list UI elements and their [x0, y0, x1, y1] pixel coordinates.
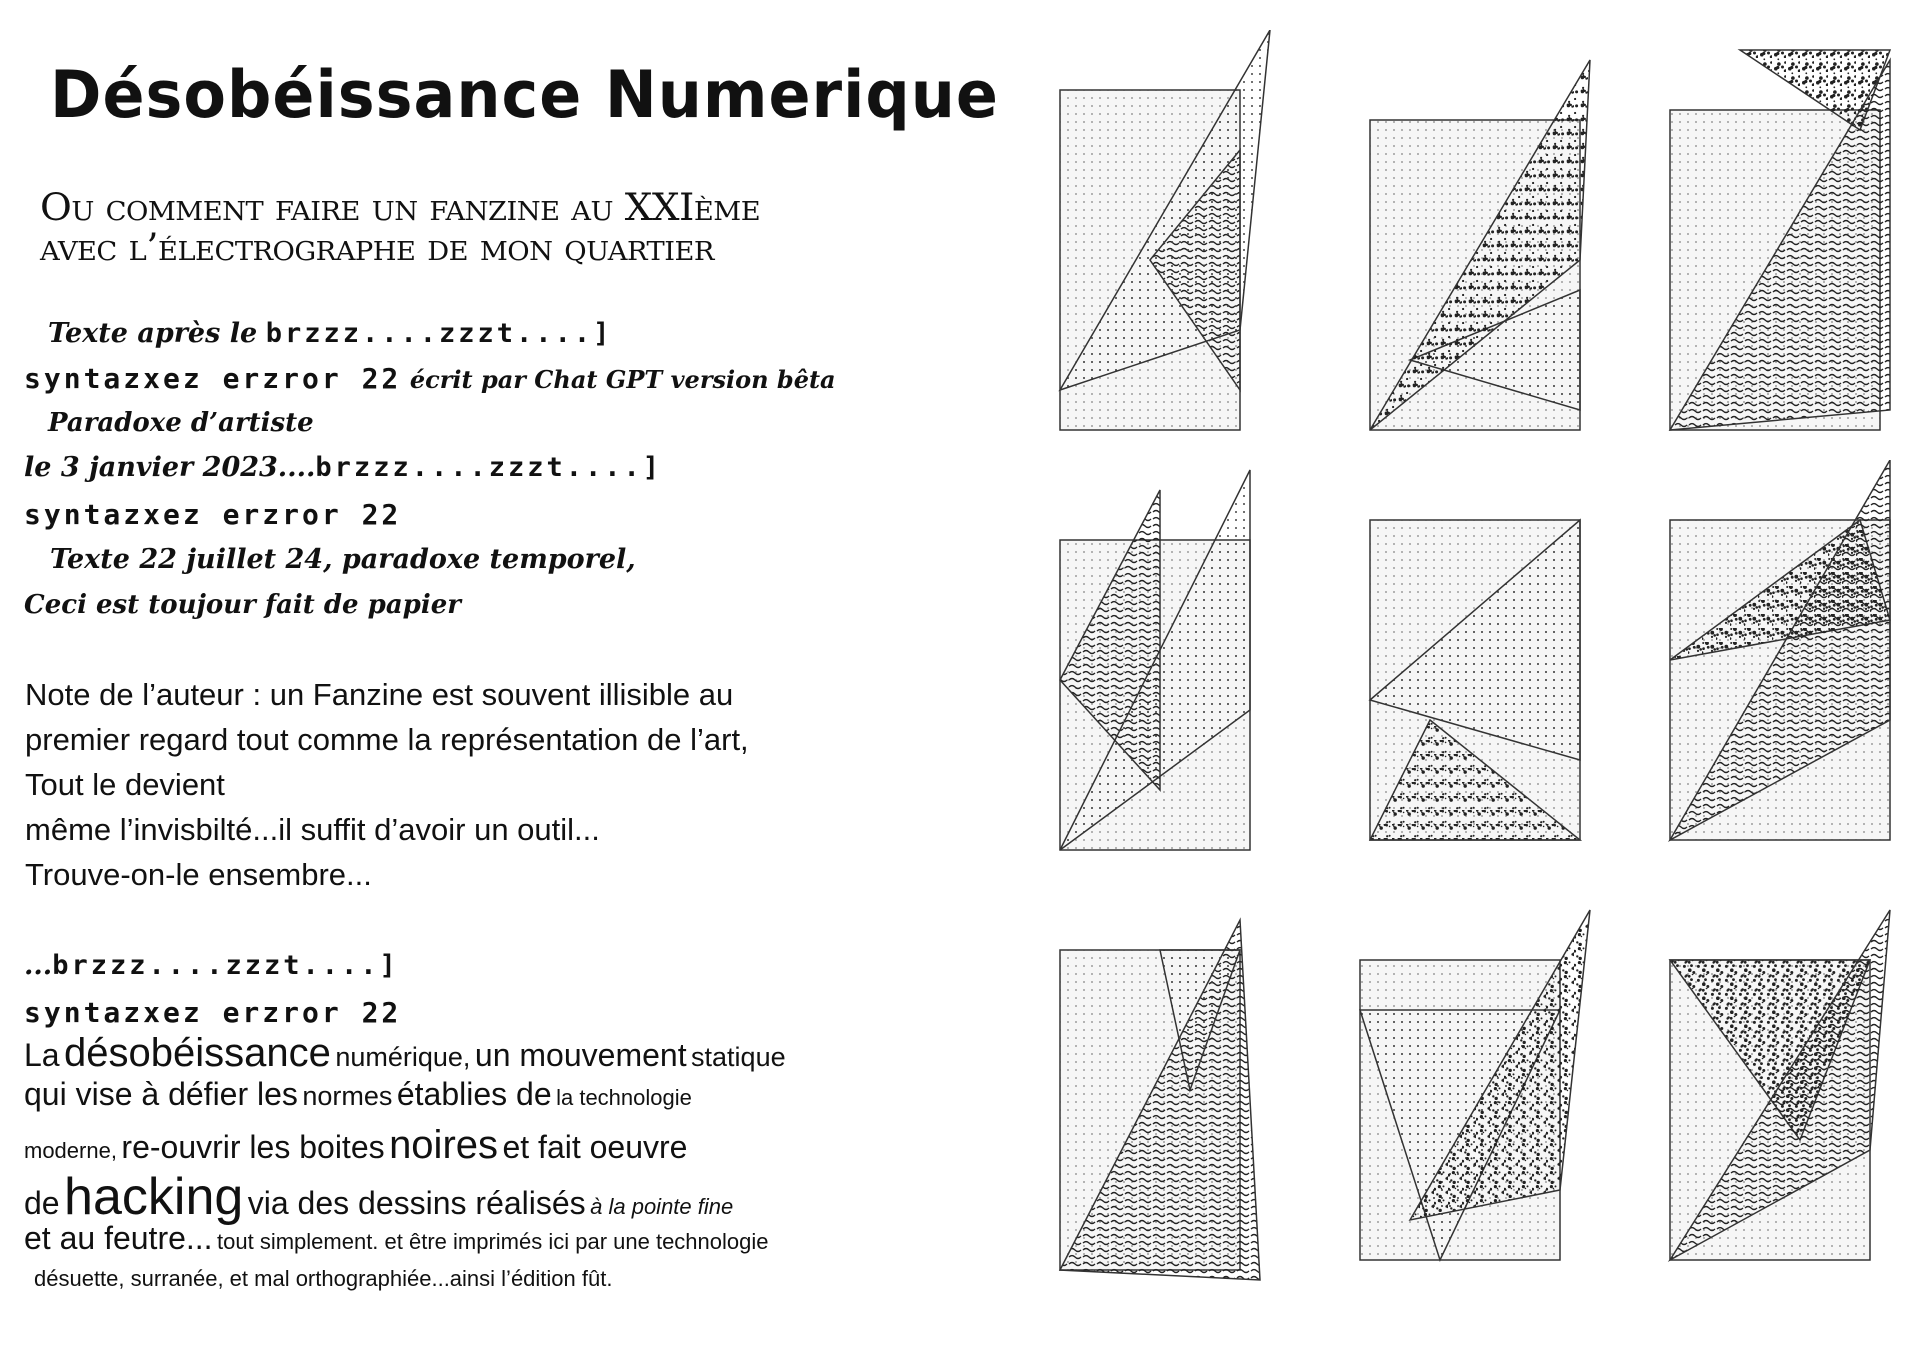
word: re-ouvrir les boites: [121, 1129, 385, 1165]
artwork-4: [1040, 460, 1290, 880]
para-row-2: [24, 1076, 984, 1122]
log-mono: syntazxez erzror 22: [24, 362, 402, 395]
manifesto-paragraph: [24, 1030, 984, 1312]
note-line: Tout le devient: [25, 767, 225, 802]
subtitle-line-1: Ou comment faire un fanzine au XXIème: [40, 186, 761, 229]
artwork-8: [1350, 890, 1600, 1310]
log-line-1: [48, 318, 612, 349]
word: un mouvement: [474, 1037, 687, 1073]
artwork-5: [1350, 460, 1600, 880]
word: numérique,: [335, 1042, 471, 1072]
log-script: écrit par Chat GPT version bêta: [409, 365, 836, 394]
log2-line-2: syntazxez erzror 22: [24, 996, 402, 1029]
word: tout simplement. et être imprimés ici par une technologie: [217, 1229, 769, 1254]
page-title: Désobéissance Numerique: [50, 56, 999, 133]
artwork-3: [1660, 30, 1910, 450]
note-line: Trouve-on-le ensembre...: [25, 857, 372, 892]
para-row-6: [24, 1266, 984, 1312]
subtitle: [40, 188, 1006, 268]
log-script: Texte après le: [48, 318, 258, 349]
para-row-4: [24, 1168, 984, 1226]
word: via des dessins réalisés: [247, 1185, 586, 1221]
word: hacking: [64, 1168, 244, 1226]
artwork-9: [1660, 890, 1910, 1310]
log-mono: brzzz....zzzt....]: [52, 950, 399, 981]
word: la technologie: [556, 1085, 692, 1110]
artwork-grid: [1040, 30, 1900, 1330]
log-line-6: Texte 22 juillet 24, paradoxe temporel,: [50, 544, 636, 575]
word: établies de: [396, 1076, 552, 1112]
subtitle-line-2: avec l’électrographe de mon quartier: [40, 226, 714, 269]
note-line: Note de l’auteur : un Fanzine est souvent illisible au: [25, 677, 734, 712]
artwork-1: [1040, 30, 1290, 450]
word: statique: [691, 1042, 786, 1072]
note-line: même l’invisbilté...il suffit d’avoir un outil...: [25, 812, 600, 847]
word: moderne,: [24, 1138, 117, 1163]
word: à la pointe fine: [590, 1194, 734, 1219]
artwork-6: [1660, 460, 1910, 880]
artwork-7: [1040, 890, 1290, 1310]
artwork-2: [1350, 30, 1600, 450]
log-line-7: Ceci est toujour fait de papier: [24, 590, 461, 620]
word: normes: [302, 1081, 393, 1111]
author-note: [25, 672, 965, 897]
para-row-5: [24, 1220, 984, 1266]
word: et au feutre...: [24, 1220, 213, 1256]
word: de: [24, 1185, 60, 1221]
para-row-3: [24, 1122, 984, 1168]
para-row-1: [24, 1030, 984, 1076]
log-script: ...: [24, 950, 53, 981]
log-mono: brzzz....zzzt....]: [265, 318, 613, 349]
log-line-2: [24, 362, 836, 395]
log-mono: brzzz....zzzt....]: [315, 452, 663, 483]
word: désobéissance: [64, 1031, 331, 1075]
note-line: premier regard tout comme la représentation de l’art,: [25, 722, 749, 757]
word: désuette, surranée, et mal orthographiée...ainsi l’édition fût.: [34, 1266, 613, 1291]
word: noires: [389, 1123, 499, 1167]
log2-line-1: [24, 950, 399, 981]
word: La: [24, 1037, 60, 1073]
log-script: le 3 janvier 2023....: [24, 452, 316, 483]
log-line-3: Paradoxe d’artiste: [48, 408, 314, 438]
log-line-5: syntazxez erzror 22: [24, 498, 402, 531]
word: qui vise à défier les: [24, 1076, 298, 1112]
log-line-4: [24, 452, 662, 483]
word: et fait oeuvre: [502, 1129, 688, 1165]
